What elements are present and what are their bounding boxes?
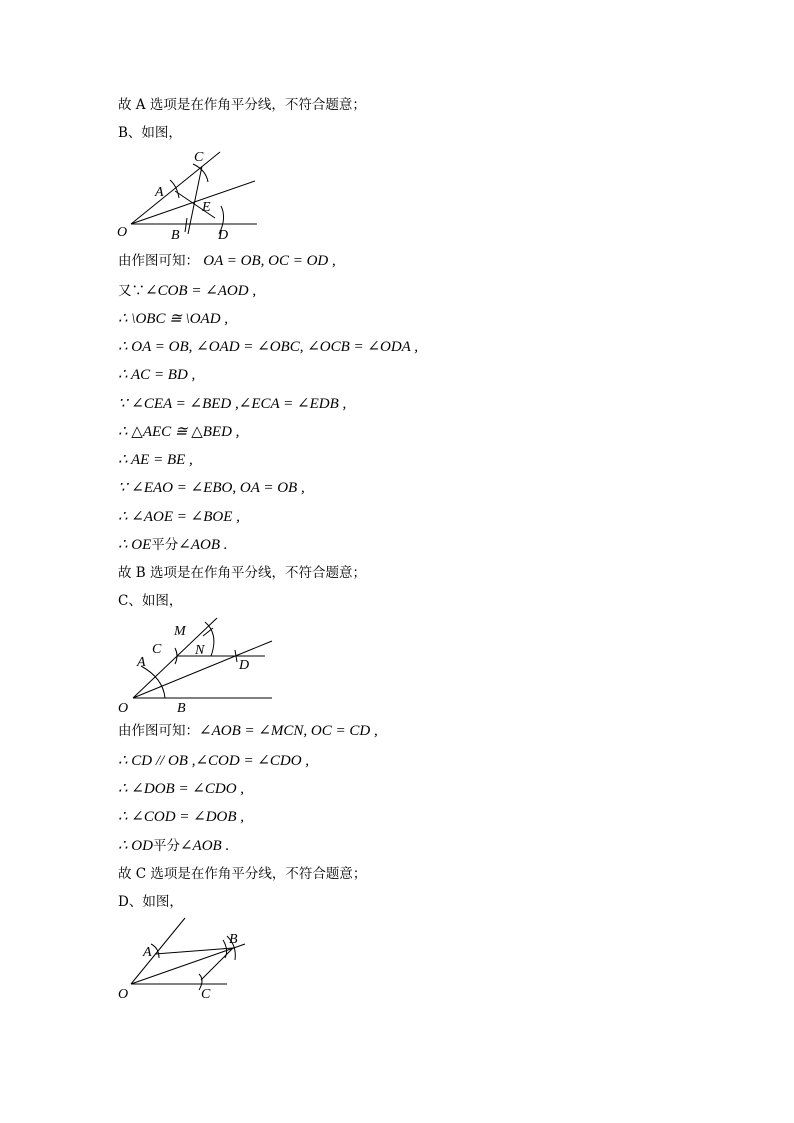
figure-b [115,146,275,246]
label-e: E [202,200,211,215]
label-b: B [229,932,238,947]
label-a: A [143,945,152,960]
math-expression: ∠AOB = ∠MCN, OC = CD , [199,723,378,739]
text-line: B、如图， [118,125,182,141]
figure-d [115,914,255,1006]
text-line: C、如图， [118,593,183,609]
label-o: O [118,701,129,716]
text-line: 故 A 选项是在作角平分线，不符合题意； [118,97,366,113]
text-line: ∴ AC = BD , [118,367,196,383]
text-line: D、如图， [118,894,183,910]
label-a: A [155,185,164,200]
text-fragment: 由作图可知： [118,723,199,739]
arc-b [185,218,187,232]
text-line: ∴ OA = OB, ∠OAD = ∠OBC, ∠OCB = ∠ODA , [118,339,419,355]
label-o: O [117,225,128,240]
text-line: ∴ ∠COD = ∠DOB , [118,809,245,825]
tick-m [203,628,213,636]
text-line: ∴ △AEC ≅ △BED , [118,424,240,440]
text-line: ∴ ∠AOE = ∠BOE , [118,509,240,525]
label-b: B [171,228,180,243]
arc-a [151,944,159,958]
label-c: C [152,642,162,657]
text-line: 故 C 选项是在作角平分线，不符合题意； [118,866,367,882]
math-expression: ∠AOB . [179,838,230,854]
text-fragment: 平分 [151,537,179,553]
segment-cb [201,948,233,980]
text-line [118,282,256,300]
arc-mn [205,622,214,656]
text-fragment: 平分 [152,838,180,854]
text-line: ∴ CD // OB ,∠COD = ∠CDO , [118,753,310,769]
math-expression: ∠AOB . [178,537,228,553]
figure-c [115,614,285,718]
text-line [118,722,378,740]
text-line: ∴ \OBC ≅ \OAD , [118,311,229,327]
label-c: C [201,987,211,1002]
label-d: D [218,228,229,243]
label-n: N [195,643,205,658]
math-expression: ∠COB = ∠AOD , [145,283,257,299]
label-d: D [239,658,250,673]
label-b: B [177,701,186,716]
text-line: 故 B 选项是在作角平分线，不符合题意； [118,565,367,581]
label-m: M [174,624,186,639]
math-expression: ∴ OD [118,838,153,854]
text-line: ∴ AE = BE , [118,452,193,468]
text-line: ∵ ∠EAO = ∠EBO, OA = OB , [118,480,305,496]
arc-c [175,648,177,664]
math-expression: ∴ OE [118,537,152,553]
label-c: C [194,150,204,165]
text-line: ∵ ∠CEA = ∠BED ,∠ECA = ∠EDB , [118,396,347,412]
text-line [118,252,336,270]
math-expression: OA = OB, OC = OD , [203,253,336,269]
text-fragment: 又∵ [118,283,145,299]
text-fragment: 由作图可知： [118,253,199,269]
text-line [118,837,229,855]
segment-ab [155,948,233,954]
ray-bisector [131,181,255,224]
label-o: O [118,987,129,1002]
text-line: ∴ ∠DOB = ∠CDO , [118,781,245,797]
text-line [118,536,228,554]
label-a: A [137,655,146,670]
